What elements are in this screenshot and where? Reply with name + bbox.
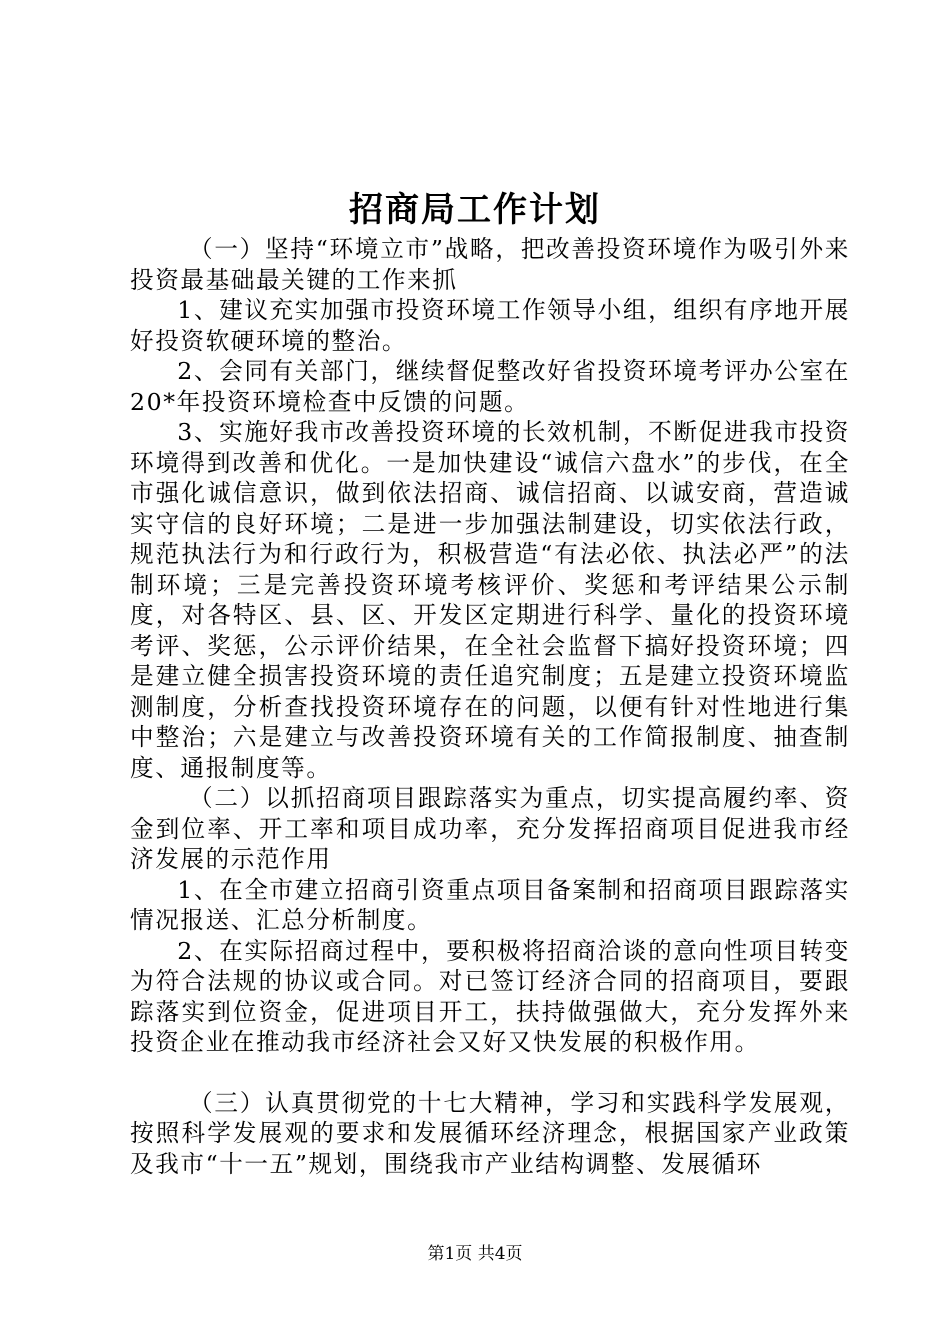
paragraph-item-2-2: 2、在实际招商过程中，要积极将招商洽谈的意向性项目转变为符合法规的协议或合同。对已签订经济合同的招商项目，要跟踪落实到位资金，促进项目开工，扶持做强做大，充分发挥外来投资企业在推动我市经济社会又好又快发展的积极作用。	[130, 936, 850, 1056]
section-heading-1: （一）坚持“环境立市”战略，把改善投资环境作为吸引外来投资最基础最关键的工作来抓	[130, 235, 850, 294]
paragraph-item-1-2: 2、会同有关部门，继续督促整改好省投资环境考评办公室在20*年投资环境检查中反馈的问题。	[130, 357, 850, 416]
paragraph-item-1-1: 1、建议充实加强市投资环境工作领导小组，组织有序地开展好投资软硬环境的整治。	[130, 296, 850, 355]
paragraph-gap	[130, 1058, 850, 1088]
document-body	[130, 234, 850, 1179]
paragraph-item-1-3: 3、实施好我市改善投资环境的长效机制，不断促进我市投资环境得到改善和优化。一是加快建设“诚信六盘水”的步伐，在全市强化诚信意识，做到依法招商、诚信招商、以诚安商，营造诚实守信的良好环境；二是进一步加强法制建设，切实依法行政，规范执法行为和行政行为，积极营造“有法必依、执法必严”的法制环境；三是完善投资环境考核评价、奖惩和考评结果公示制度，对各特区、县、区、开发区定期进行科学、量化的投资环境考评、奖惩，公示评价结果，在全社会监督下搞好投资环境；四是建立健全损害投资环境的责任追究制度；五是建立投资环境监测制度，分析查找投资环境存在的问题，以便有针对性地进行集中整治；六是建立与改善投资环境有关的工作简报制度、抽查制度、通报制度等。	[130, 418, 850, 782]
paragraph-item-2-1: 1、在全市建立招商引资重点项目备案制和招商项目跟踪落实情况报送、汇总分析制度。	[130, 875, 850, 934]
page-number-footer: 第1页 共4页	[427, 1244, 523, 1264]
section-heading-2: （二）以抓招商项目跟踪落实为重点，切实提高履约率、资金到位率、开工率和项目成功率，充分发挥招商项目促进我市经济发展的示范作用	[130, 784, 850, 873]
section-heading-3: （三）认真贯彻党的十七大精神，学习和实践科学发展观，按照科学发展观的要求和发展循环经济理念，根据国家产业政策及我市“十一五”规划，围绕我市产业结构调整、发展循环	[130, 1088, 850, 1178]
document-title: 招商局工作计划	[349, 190, 601, 230]
